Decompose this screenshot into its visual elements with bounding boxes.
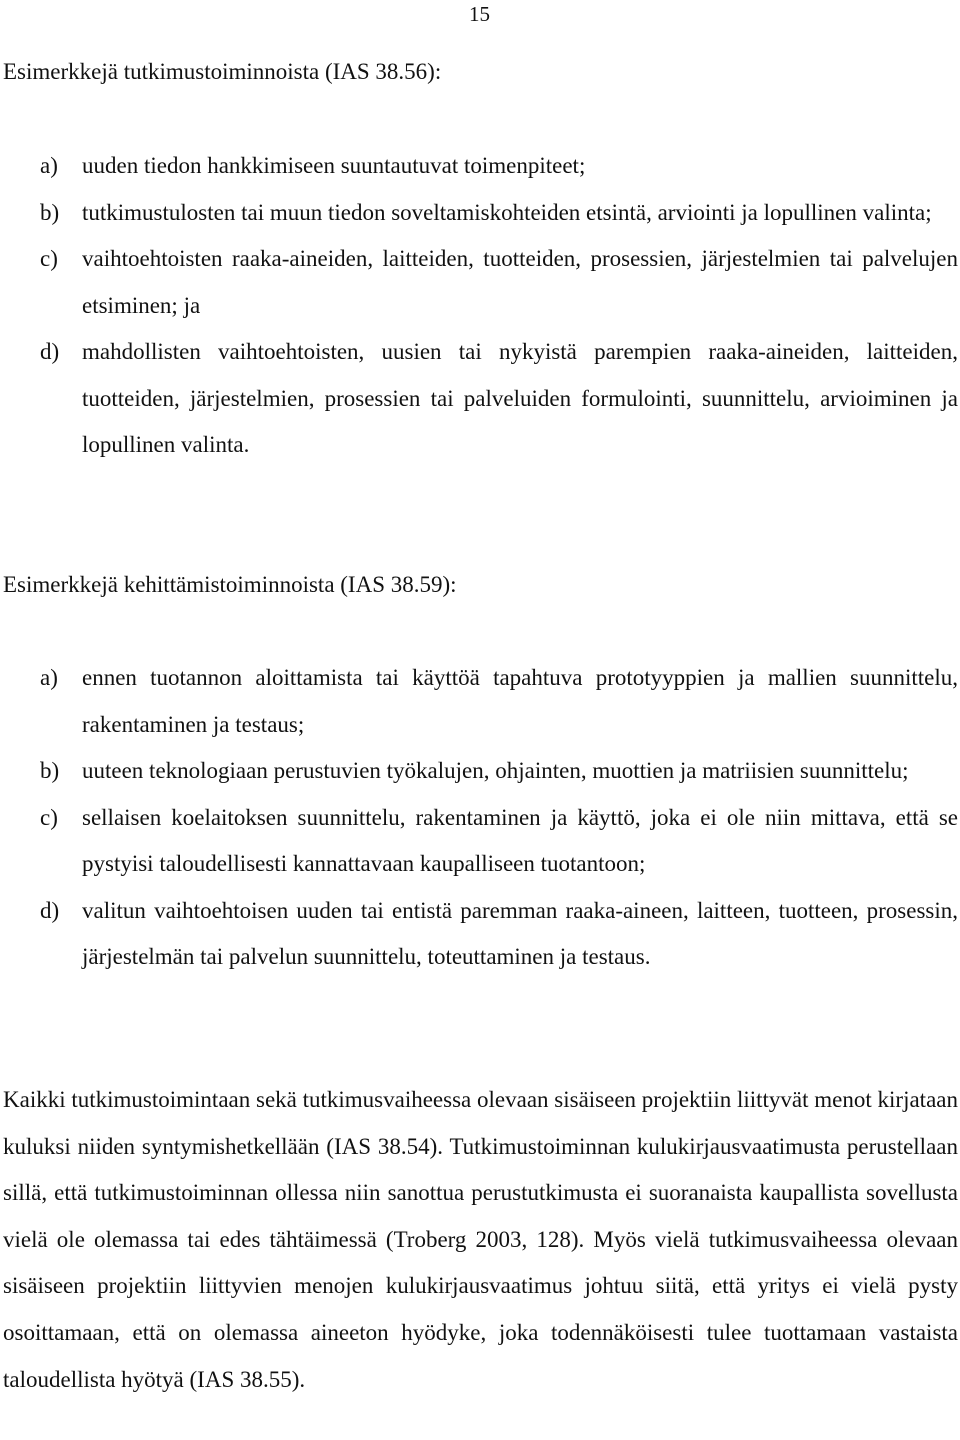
list-item-text: ennen tuotannon aloittamista tai käyttöä tapahtuva prototyyppien ja mallien suunnittelu, rakentaminen ja testaus; [82, 665, 958, 737]
body-paragraph: Kaikki tutkimustoimintaan sekä tutkimusvaiheessa olevaan sisäiseen projektiin liittyvät menot kirjataan kuluksi niiden syntymishetkellään (IAS 38.54). Tutkimustoiminnan kulukirjausvaatimusta perustellaan sillä, että tutkimustoiminnan ollessa niin sanottua perustutkimusta ei suoranaista kaupallista sovellusta vielä ole olemassa tai edes tähtäimessä (Troberg 2003, 128). Myös vielä tutkimusvaiheessa olevaan sisäiseen projektiin liittyvien menojen kulukirjausvaatimus johtuu siitä, että yritys ei vielä pysty osoittamaan, että on olemassa aineeton hyödyke, joka todennäköisesti tulee tuottamaan vastaista taloudellista hyötyä (IAS 38.55). [3, 1087, 958, 1392]
development-heading: Esimerkkejä kehittämistoiminnoista (IAS 38.59): [3, 572, 457, 597]
list-item-text: uuden tiedon hankkimiseen suuntautuvat toimenpiteet; [82, 153, 586, 178]
list-marker: d) [40, 339, 60, 364]
list-item [0, 143, 958, 190]
list-item-text: uuteen teknologiaan perustuvien työkalujen, ohjainten, muottien ja matriisien suunnittelu; [82, 758, 909, 783]
list-item [0, 190, 958, 237]
list-marker: c) [40, 804, 58, 830]
list-item [0, 748, 958, 795]
list-marker: a) [40, 153, 58, 178]
list-item [0, 655, 958, 748]
list-marker: b) [40, 199, 60, 225]
research-list [0, 143, 958, 469]
development-list [0, 655, 958, 981]
list-item [0, 888, 958, 981]
list-item-text: vaihtoehtoisten raaka-aineiden, laitteiden, tuotteiden, prosessien, järjestelmien tai palvelujen etsiminen; ja [82, 246, 958, 318]
list-item-text: sellaisen koelaitoksen suunnittelu, rakentaminen ja käyttö, joka ei ole niin mittava, että se pystyisi taloudellisesti kannattavaan kaupalliseen tuotantoon; [82, 804, 958, 876]
list-item [0, 236, 958, 329]
list-marker: a) [40, 665, 58, 690]
list-item [0, 329, 958, 469]
list-marker: c) [40, 246, 58, 271]
list-item-text: mahdollisten vaihtoehtoisten, uusien tai nykyistä parempien raaka-aineiden, laitteiden, tuotteiden, järjestelmien, prosessien tai palveluiden formulointi, suunnittelu, arvioiminen ja lopullinen valinta. [82, 339, 958, 457]
list-marker: d) [40, 897, 60, 923]
list-item-text: valitun vaihtoehtoisen uuden tai entistä paremman raaka-aineen, laitteen, tuotteen, prosessin, järjestelmän tai palvelun suunnittelu, toteuttaminen ja testaus. [82, 897, 958, 969]
list-item-text: tutkimustulosten tai muun tiedon soveltamiskohteiden etsintä, arviointi ja lopullinen valinta; [82, 199, 932, 225]
list-marker: b) [40, 758, 60, 783]
page-number: 15 [469, 2, 490, 26]
research-heading: Esimerkkejä tutkimustoiminnoista (IAS 38.56): [3, 59, 442, 84]
list-item [0, 795, 958, 888]
